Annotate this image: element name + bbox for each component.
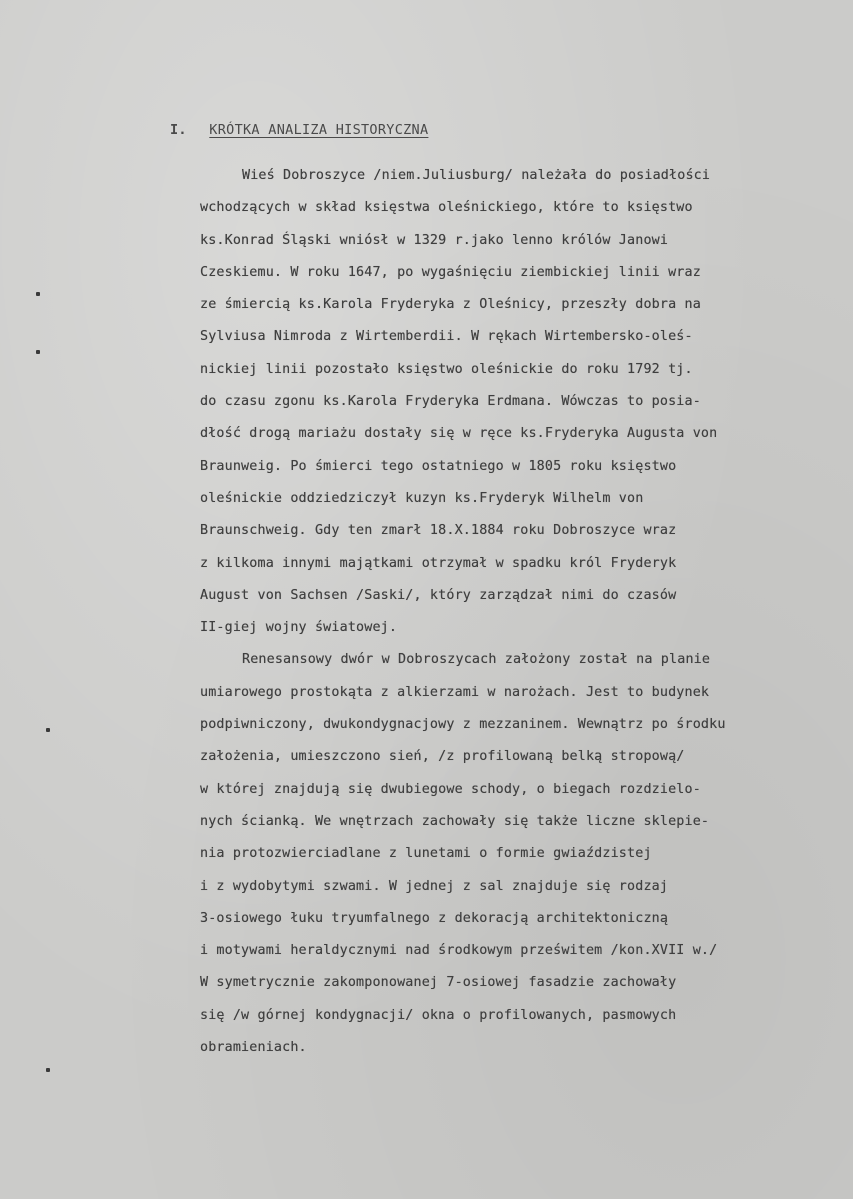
text-line: nia protozwierciadlane z lunetami o formie gwiaździstej [200, 846, 652, 862]
text-line: Wieś Dobroszyce /niem.Juliusburg/ należała do posiadłości [242, 168, 711, 183]
text-line: w której znajdują się dwubiegowe schody, o biegach rozdzielo- [200, 781, 701, 797]
text-line: dłość drogą mariażu dostały się w ręce ks.Fryderyka Augusta von [200, 426, 718, 442]
text-line: ks.Konrad Śląski wniósł w 1329 r.jako lenno królów Janowi [200, 232, 669, 248]
section-number: I. [170, 122, 187, 138]
text-line: i z wydobytymi szwami. W jednej z sal znajduje się rodzaj [200, 878, 669, 894]
text-line: się /w górnej kondygnacji/ okna o profilowanych, pasmowych [200, 1007, 677, 1023]
text-line: z kilkoma innymi majątkami otrzymał w spadku król Fryderyk [200, 555, 677, 571]
text-line: August von Sachsen /Saski/, który zarządzał nimi do czasów [200, 587, 677, 603]
text-line: obramieniach. [200, 1040, 307, 1056]
text-line: 3-osiowego łuku tryumfalnego z dekoracją architektoniczną [200, 910, 669, 926]
text-line: Braunweig. Po śmierci tego ostatniego w 1805 roku księstwo [200, 458, 677, 474]
text-line: oleśnickie oddziedziczył kuzyn ks.Fryderyk Wilhelm von [200, 490, 644, 506]
text-line: wchodzących w skład księstwa oleśnickiego, które to księstwo [200, 200, 693, 216]
text-line: Czeskiemu. W roku 1647, po wygaśnięciu ziembickiej linii wraz [200, 264, 701, 280]
text-line: do czasu zgonu ks.Karola Fryderyka Erdmana. Wówczas to posia- [200, 394, 701, 410]
text-line: Braunschweig. Gdy ten zmarł 18.X.1884 roku Dobroszyce wraz [200, 523, 677, 539]
section-title: KRÓTKA ANALIZA HISTORYCZNA [209, 122, 429, 138]
text-line: nych ścianką. We wnętrzach zachowały się także liczne sklepie- [200, 813, 710, 829]
section-heading [170, 122, 428, 138]
text-line: W symetrycznie zakomponowanej 7-osiowej fasadzie zachowały [200, 975, 677, 991]
text-line: założenia, umieszczono sień, /z profilowaną belką stropową/ [200, 749, 685, 765]
text-line: umiarowego prostokąta z alkierzami w narożach. Jest to budynek [200, 684, 710, 700]
body-text [200, 160, 845, 1064]
text-line: nickiej linii pozostało księstwo oleśnickie do roku 1792 tj. [200, 361, 693, 377]
text-line: ze śmiercią ks.Karola Fryderyka z Oleśnicy, przeszły dobra na [200, 297, 701, 313]
margin-mark [46, 728, 50, 732]
text-line: II-giej wojny światowej. [200, 620, 398, 636]
text-line: i motywami heraldycznymi nad środkowym prześwitem /kon.XVII w./ [200, 943, 718, 959]
margin-mark [36, 350, 40, 354]
text-line: podpiwniczony, dwukondygnacjowy z mezzaninem. Wewnątrz po środku [200, 717, 726, 733]
text-line: Renesansowy dwór w Dobroszycach założony został na planie [242, 652, 711, 668]
text-line: Sylviusa Nimroda z Wirtemberdii. W rękach Wirtembersko-oleś- [200, 329, 693, 345]
margin-mark [46, 1068, 50, 1072]
margin-mark [36, 292, 40, 296]
